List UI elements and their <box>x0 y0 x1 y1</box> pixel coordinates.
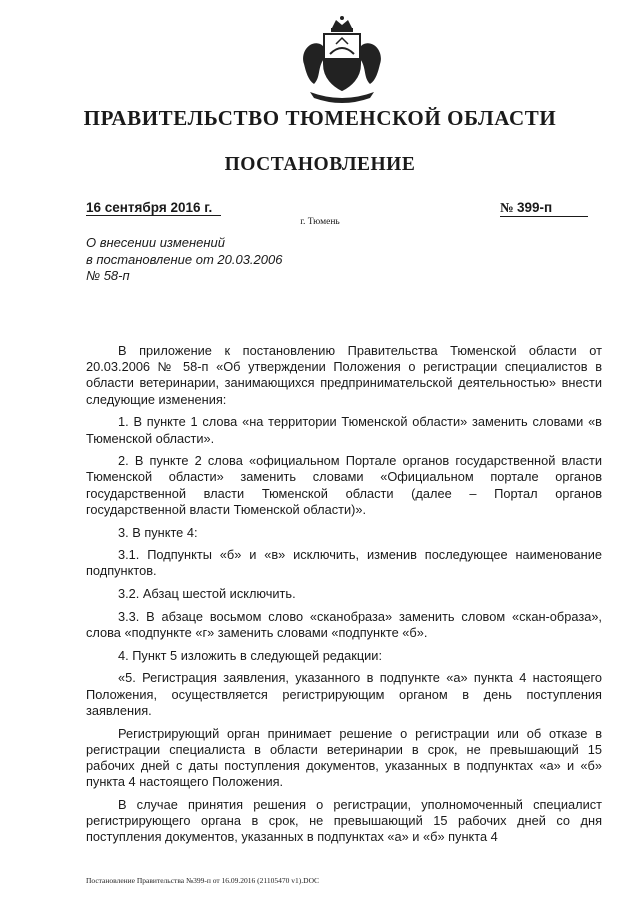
body-paragraph: 3. В пункте 4: <box>118 524 198 540</box>
document-date: 16 сентября 2016 г. <box>86 200 221 216</box>
document-city: г. Тюмень <box>300 217 340 227</box>
document-type-title: ПОСТАНОВЛЕНИЕ <box>224 154 416 175</box>
body-paragraph: 3.3. В абзаце восьмом слово «сканобраза» заменить словом «скан-образа», слова «подпункте «г» заменить словами «подпункте «б». <box>86 608 602 641</box>
body-paragraph: В случае принятия решения о регистрации, уполномоченный специалист регистрирующего органа в срок, не превышающий 15 рабочих дней со дня поступления документов, указанных в подпунктах «а» и «б» пункта 4 <box>86 796 602 845</box>
government-title: ПРАВИТЕЛЬСТВО ТЮМЕНСКОЙ ОБЛАСТИ <box>83 106 557 130</box>
number-value: 399-п <box>516 200 553 215</box>
subject-line: в постановление от 20.03.2006 <box>86 251 283 267</box>
document-subject <box>86 235 346 285</box>
body-paragraph: 3.2. Абзац шестой исключить. <box>118 586 296 602</box>
document-body <box>86 343 602 852</box>
subject-line: О внесении изменений <box>86 235 225 250</box>
coat-of-arms-icon <box>296 14 388 104</box>
subject-line: № 58-п <box>86 268 130 283</box>
number-prefix: № <box>500 200 514 215</box>
body-paragraph: 3.1. Подпункты «б» и «в» исключить, изменив последующее наименование подпунктов. <box>86 547 602 579</box>
body-paragraph: В приложение к постановлению Правительства Тюменской области от 20.03.2006 № 58-п «Об утверждении Положения о регистрации специалистов в области ветеринарии, занимающихся предпринимательской деятельностью» внести следующие изменения: <box>86 343 602 407</box>
body-paragraph: 2. В пункте 2 слова «официальном Портале органов государственной власти Тюменской области» заменить словами «Официальном портале органов государственной власти Тюменской области (далее – Портал органов государственной власти Тюменской области)». <box>86 453 602 517</box>
footer-file-info: Постановление Правительства №399-п от 16.09.2016 (21105470 v1).DOC <box>86 876 319 885</box>
body-paragraph: Регистрирующий орган принимает решение о регистрации или об отказе в регистрации специалиста в области ветеринарии в срок, не превышающий 15 рабочих дней с даты поступления документов, указанных в подпунктах «а» и «б» пункта 4 настоящего Положения. <box>86 725 602 790</box>
body-paragraph: 1. В пункте 1 слова «на территории Тюменской области» заменить словами «в Тюменской области». <box>86 414 602 446</box>
body-paragraph: «5. Регистрация заявления, указанного в подпункте «а» пункта 4 настоящего Положения, осуществляется регистрирующим органом в день поступления заявления. <box>86 670 602 718</box>
body-paragraph: 4. Пункт 5 изложить в следующей редакции: <box>118 647 383 663</box>
document-number <box>500 200 588 217</box>
